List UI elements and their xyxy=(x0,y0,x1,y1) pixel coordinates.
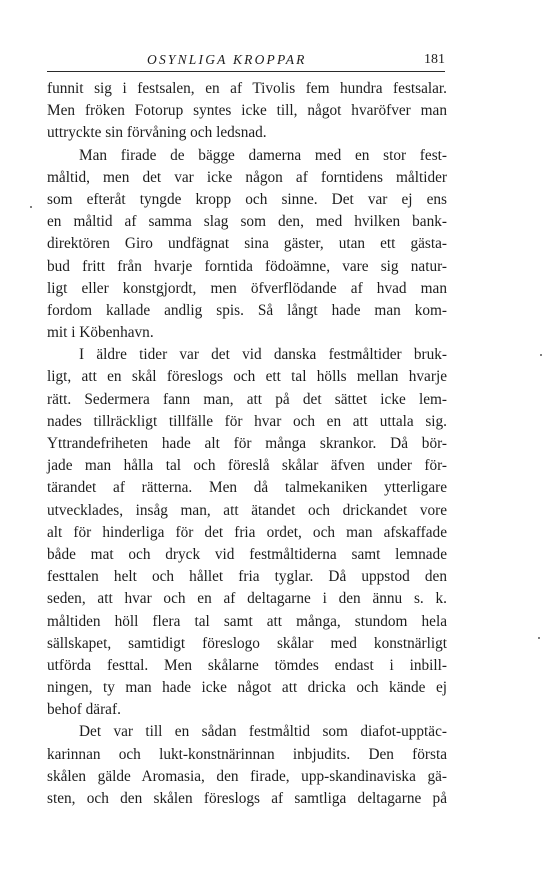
text-line: mit i Köbenhavn. xyxy=(47,324,154,342)
text-line: alt för hinderliga för det fria ordet, och man afskaffade xyxy=(47,523,447,541)
body-text xyxy=(47,78,447,810)
paper-speck xyxy=(540,354,542,356)
text-line: funnit sig i festsalen, en af Tivolis fem hundra festsalar. xyxy=(47,80,447,97)
running-title: OSYNLIGA KROPPAR xyxy=(147,52,307,67)
paper-speck xyxy=(30,206,32,208)
text-line: måltiden höll flera tal samt att många, stundom hela xyxy=(47,612,447,630)
text-line: I äldre tider var det vid danska festmåltider bruk- xyxy=(79,346,447,364)
text-line: rätt. Sedermera fann man, att på det sättet icke lem- xyxy=(47,390,447,408)
text-line: måltid, men det var icke någon af forntidens måltider xyxy=(47,168,447,186)
text-line: Det var till en sådan festmåltid som diafot-upptäc- xyxy=(79,723,447,741)
text-line: direktören Giro undfägnat sina gäster, utan ett gästa- xyxy=(47,235,447,253)
text-line: bud fritt från hvarje forntida födoämne, vare sig natur- xyxy=(47,257,447,275)
text-line: som efteråt tyngde kropp och sinne. Det var ej ens xyxy=(47,190,447,208)
text-line: Men fröken Fotorup syntes icke till, något hvaröfver man xyxy=(47,102,447,120)
text-line: utvecklades, insåg man, att ätandet och drickandet vore xyxy=(47,501,447,519)
text-line: seden, att hvar och en af deltagarne i den ännu s. k. xyxy=(47,590,447,608)
text-line: Yttrandefriheten hade alt för många skrankor. Då bör- xyxy=(47,435,447,452)
header-rule xyxy=(47,71,445,72)
text-line: ligt, att en skål föreslogs och ett tal hölls mellan hvarje xyxy=(47,368,447,386)
text-line: skålen gälde Aromasia, den firade, upp-skandinaviska gä- xyxy=(47,767,447,785)
text-line: behof däraf. xyxy=(47,701,121,719)
paper-speck xyxy=(538,637,540,639)
text-line: både mat och dryck vid festmåltiderna samt lemnade xyxy=(47,545,447,563)
text-line: nades tillräckligt tillfälle för hvar och en att uttala sig. xyxy=(47,412,447,430)
text-line: festtalen helt och hållet fria tyglar. Då uppstod den xyxy=(47,568,447,586)
text-line: uttryckte sin förvåning och ledsnad. xyxy=(47,124,267,142)
text-line: fordom kallade andlig spis. Så långt hade man kom- xyxy=(47,301,447,319)
text-line: en måltid af samma slag som den, med hvilken bank- xyxy=(47,213,447,231)
text-line: Man firade de bägge damerna med en stor fest- xyxy=(79,146,447,164)
text-line: ligt eller konstgjordt, men öfverflödande af hvad man xyxy=(47,279,447,297)
page-number: 181 xyxy=(424,52,445,67)
text-line: utförda festtal. Men skålarne tömdes endast i inbill- xyxy=(47,656,447,674)
text-line: jade man hålla tal och föreslå skålar äfven under för- xyxy=(47,457,447,475)
text-line: sällskapet, samtidigt föreslogo skålar med konstnärligt xyxy=(47,634,447,652)
text-line: ningen, ty man hade icke något att dricka och kände ej xyxy=(47,679,447,697)
text-line: sten, och den skålen föreslogs af samtliga deltagarne på xyxy=(47,790,447,807)
running-header xyxy=(47,52,445,72)
text-line: tärandet af rätterna. Men då talmekaniken ytterligare xyxy=(47,479,447,497)
text-line: karinnan och lukt-konstnärinnan inbjudits. Den första xyxy=(47,745,447,763)
